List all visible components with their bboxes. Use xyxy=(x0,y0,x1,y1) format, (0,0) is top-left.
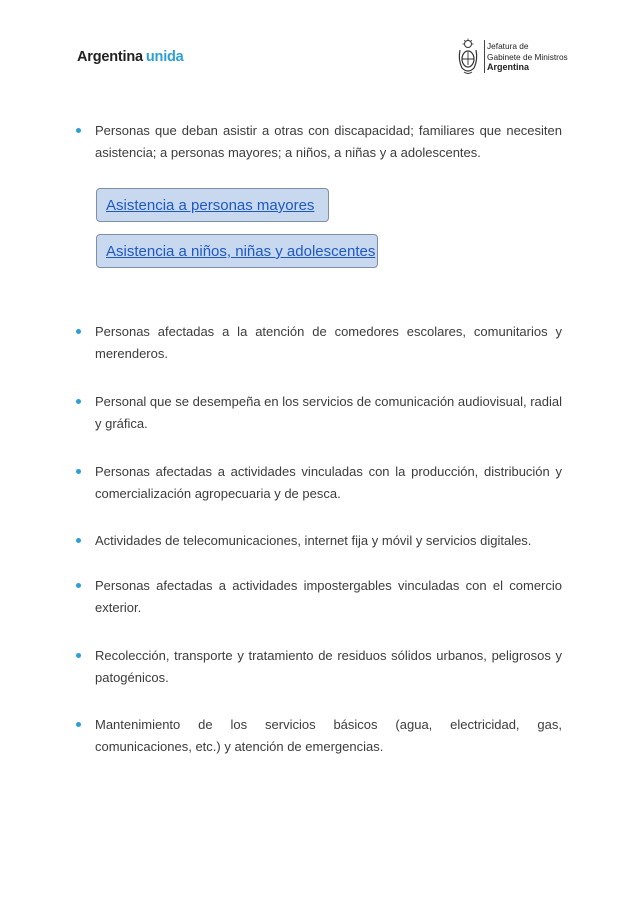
link-asistencia-personas-mayores[interactable] xyxy=(96,188,329,222)
link-asistencia-ninos-adolescentes[interactable] xyxy=(96,234,378,268)
bullet-icon xyxy=(76,583,81,588)
list-item-text: Recolección, transporte y tratamiento de residuos sólidos urbanos, peligrosos y patogénicos. xyxy=(95,648,562,685)
argentina-unida-logo xyxy=(77,49,184,65)
list-item xyxy=(76,461,562,505)
bullet-icon xyxy=(76,469,81,474)
org-name xyxy=(487,41,568,73)
bullet-icon xyxy=(76,538,81,543)
page-header xyxy=(0,0,638,90)
list-item-text: Actividades de telecomunicaciones, internet fija y móvil y servicios digitales. xyxy=(95,533,532,548)
list-item xyxy=(76,321,562,365)
brand-accent-text: unida xyxy=(145,49,184,65)
national-seal-icon xyxy=(456,38,480,76)
list-item xyxy=(76,530,562,552)
list-item xyxy=(76,645,562,689)
list-item xyxy=(76,575,562,619)
link-label: Asistencia a personas mayores xyxy=(106,197,315,214)
bullet-icon xyxy=(76,128,81,133)
logo-divider xyxy=(484,40,485,73)
list-item-text: Personas afectadas a la atención de comedores escolares, comunitarios y merenderos. xyxy=(95,324,562,361)
jefatura-logo xyxy=(456,38,576,78)
list-item-text: Personal que se desempeña en los servicios de comunicación audiovisual, radial y gráfica. xyxy=(95,394,562,431)
list-item xyxy=(76,714,562,758)
list-item xyxy=(76,120,562,164)
list-item-text: Personas que deban asistir a otras con discapacidad; familiares que necesiten asistencia; a personas mayores; a niños, a niñas y a adolescentes. xyxy=(95,123,562,160)
list-item xyxy=(76,391,562,435)
list-item-text: Personas afectadas a actividades vinculadas con la producción, distribución y comercialización agropecuaria y de pesca. xyxy=(95,464,562,501)
bullet-icon xyxy=(76,653,81,658)
brand-main-text: Argentina xyxy=(77,49,143,65)
org-line-1: Jefatura de xyxy=(487,41,529,51)
bullet-icon xyxy=(76,329,81,334)
link-label: Asistencia a niños, niñas y adolescentes xyxy=(106,243,376,260)
list-item-text: Mantenimiento de los servicios básicos (agua, electricidad, gas, comunicaciones, etc.) y atención de emergencias. xyxy=(95,717,562,754)
org-line-3: Argentina xyxy=(487,62,530,72)
list-item-text: Personas afectadas a actividades impostergables vinculadas con el comercio exterior. xyxy=(95,578,562,615)
org-line-2: Gabinete de Ministros xyxy=(487,51,568,62)
bullet-icon xyxy=(76,722,81,727)
bullet-icon xyxy=(76,399,81,404)
